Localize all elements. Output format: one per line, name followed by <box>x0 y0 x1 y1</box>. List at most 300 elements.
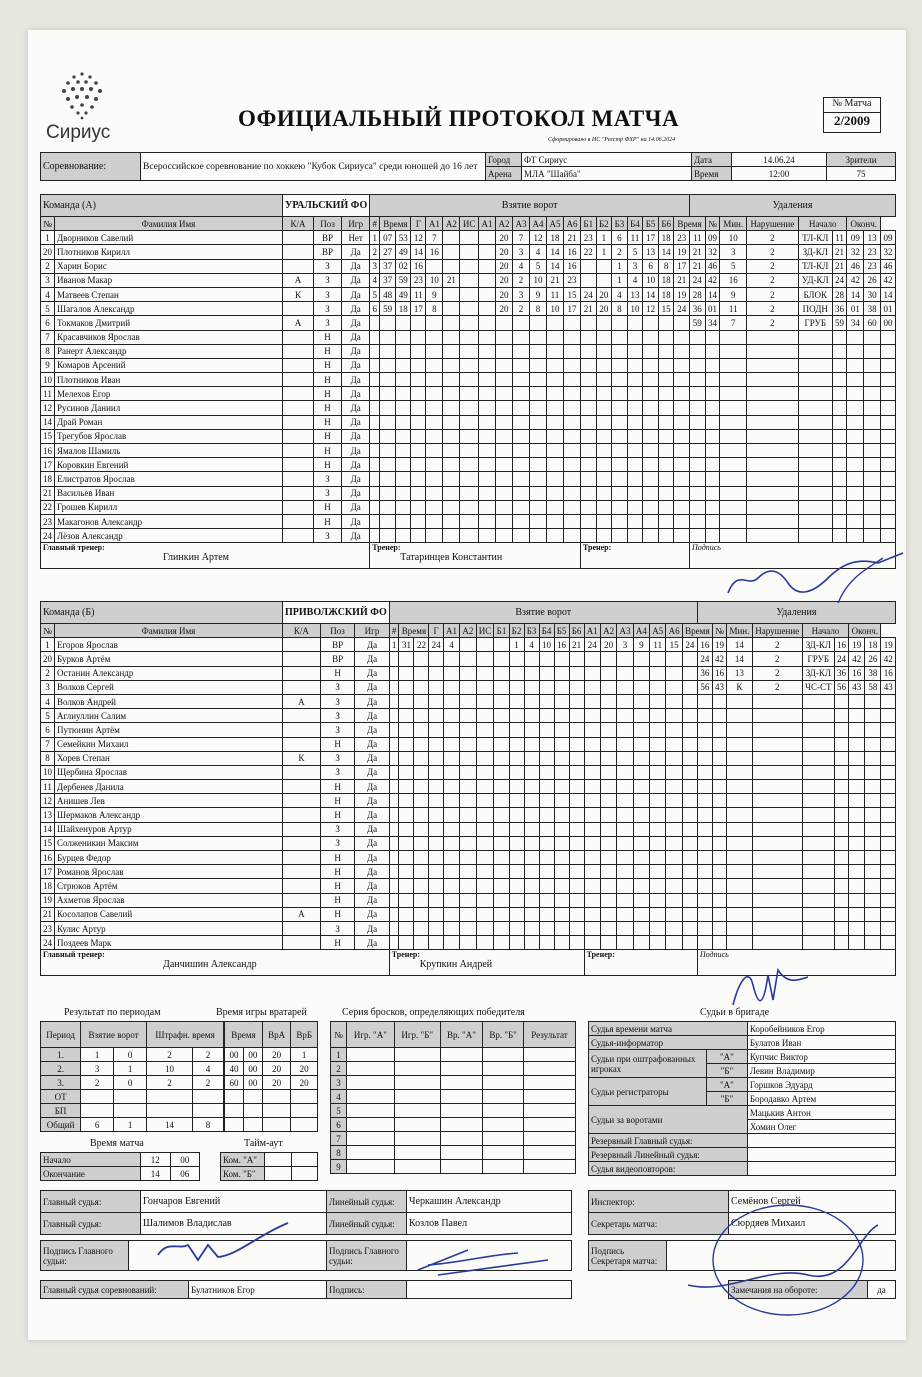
player-played: Да <box>342 401 370 415</box>
goal-cell: 10 <box>643 273 659 287</box>
penalty-cell <box>798 514 832 528</box>
match-start-hh: 12 <box>141 1153 171 1167</box>
goal-cell: 18 <box>658 287 674 301</box>
player-played: Да <box>355 879 389 893</box>
goal-cell: 13 <box>643 245 659 259</box>
goal-cell: 16 <box>411 259 426 273</box>
goal-cell <box>546 387 563 401</box>
penalty-cell <box>802 808 834 822</box>
player-pos: Н <box>313 514 341 528</box>
penalty-cell <box>881 751 896 765</box>
goal-cell <box>627 373 643 387</box>
shootout-cell <box>523 1076 575 1090</box>
penalty-cell: 34 <box>705 316 720 330</box>
goal-cell <box>666 936 682 950</box>
player-name: Лёзов Александр <box>55 529 283 543</box>
col-goal-13: A5 <box>650 624 666 638</box>
goal-cell <box>617 751 633 765</box>
match-start-mm: 00 <box>170 1153 200 1167</box>
penalty-cell <box>802 694 834 708</box>
player-played: Да <box>342 529 370 543</box>
player-ka <box>283 936 321 950</box>
goal-cell <box>443 794 459 808</box>
goal-cell <box>395 458 411 472</box>
shootout-cell <box>440 1104 482 1118</box>
penalty-cell <box>849 879 865 893</box>
penalty-cell <box>705 472 720 486</box>
shootout-cell <box>394 1062 440 1076</box>
goal-cell <box>460 907 476 921</box>
penalty-cell <box>834 893 848 907</box>
penalty-cell <box>849 893 865 907</box>
penalty-cell <box>847 344 864 358</box>
period-value: 2 <box>192 1048 223 1062</box>
coach2-label: Тренер: <box>582 543 612 553</box>
player-ka <box>283 358 314 372</box>
goal-cell <box>539 709 554 723</box>
goalie-value: 40 <box>225 1062 244 1076</box>
penalty-cell: 24 <box>832 273 847 287</box>
goal-cell <box>494 907 509 921</box>
player-played: Да <box>355 808 389 822</box>
shootout-cell <box>483 1118 524 1132</box>
goal-cell <box>596 344 612 358</box>
penalty-cell <box>849 836 865 850</box>
goal-cell <box>389 822 399 836</box>
goal-cell <box>612 415 628 429</box>
goal-cell <box>411 415 426 429</box>
goal-cell <box>617 836 633 850</box>
goal-cell <box>617 936 633 950</box>
goal-cell <box>426 373 443 387</box>
goal-cell <box>429 921 443 935</box>
goal-cell <box>509 851 524 865</box>
player-pos: ВР <box>320 638 354 652</box>
goal-cell <box>478 401 495 415</box>
penalty-cell <box>832 429 847 443</box>
goal-cell <box>539 936 554 950</box>
penalty-cell <box>834 822 848 836</box>
goal-cell <box>643 344 659 358</box>
penalty-cell <box>864 401 881 415</box>
shootout-no: 3 <box>331 1076 347 1090</box>
player-played: Да <box>355 680 389 694</box>
goal-cell <box>414 780 429 794</box>
penalty-cell <box>690 358 706 372</box>
penalty-cell <box>802 836 834 850</box>
goal-cell <box>478 514 495 528</box>
goal-cell <box>443 893 459 907</box>
player-row <box>41 907 896 921</box>
goal-cell <box>494 723 509 737</box>
goal-cell <box>612 514 628 528</box>
shootout-cell <box>394 1090 440 1104</box>
penalty-cell <box>752 936 802 950</box>
penalty-cell: 09 <box>705 231 720 245</box>
player-pos: З <box>320 723 354 737</box>
goal-cell <box>563 472 580 486</box>
goal-cell <box>633 680 649 694</box>
goal-cell <box>494 822 509 836</box>
goal-cell <box>600 808 616 822</box>
penalty-cell: 32 <box>880 245 895 259</box>
goal-cell <box>633 765 649 779</box>
col-pen-no: № <box>712 624 726 638</box>
goal-cell <box>674 316 690 330</box>
ref-signature-table <box>40 1240 572 1271</box>
goal-cell <box>563 373 580 387</box>
penalty-cell <box>690 486 706 500</box>
player-row <box>41 302 896 316</box>
player-name: Трегубов Ярослав <box>55 429 283 443</box>
reserve-line-label: Резервный Линейный судья: <box>589 1148 748 1162</box>
goal-cell: 20 <box>495 302 512 316</box>
shootout-cell <box>394 1118 440 1132</box>
goal-cell <box>584 921 600 935</box>
player-no: 14 <box>41 415 55 429</box>
player-row <box>41 500 896 514</box>
goal-cell <box>666 751 682 765</box>
goalie-row <box>225 1048 318 1062</box>
penalty-cell: 16 <box>720 273 746 287</box>
penalty-cell <box>727 723 752 737</box>
goal-cell: 15 <box>563 287 580 301</box>
goal-cell <box>524 865 539 879</box>
penalty-cell <box>690 472 706 486</box>
goal-cell: 18 <box>658 231 674 245</box>
goal-cell <box>563 401 580 415</box>
goal-cell <box>414 851 429 865</box>
goal-cell <box>554 652 569 666</box>
col-pen-min: Мин. <box>727 624 752 638</box>
goal-cell: 1 <box>596 231 612 245</box>
col-pen-end: Оконч. <box>847 217 880 231</box>
goal-cell <box>509 893 524 907</box>
goal-cell <box>389 751 399 765</box>
shootout-cell <box>523 1104 575 1118</box>
goal-cell <box>600 723 616 737</box>
goal-cell <box>600 737 616 751</box>
player-name: Грошев Кирилл <box>55 500 283 514</box>
penalty-cell <box>864 529 881 543</box>
goal-cell <box>478 287 495 301</box>
penalty-cell <box>752 907 802 921</box>
penalty-cell <box>881 893 896 907</box>
goal-cell <box>524 907 539 921</box>
goal-cell <box>580 401 596 415</box>
goal-cell <box>389 666 399 680</box>
penalty-judge-a: Купчис Виктор <box>747 1050 895 1064</box>
goal-cell <box>478 500 495 514</box>
officials-table <box>40 1190 572 1235</box>
penalty-cell <box>752 822 802 836</box>
competition-value: Всероссийское соревнование по хоккею "Кубок Сириуса" среди юношей до 16 лет <box>141 153 486 181</box>
penalty-cell: ПОДН <box>798 302 832 316</box>
goal-cell <box>627 401 643 415</box>
goal-cell: 2 <box>512 302 529 316</box>
goal-cell <box>494 780 509 794</box>
goal-cell <box>494 638 509 652</box>
penalty-cell <box>865 836 881 850</box>
player-ka <box>283 529 314 543</box>
player-ka <box>283 302 314 316</box>
goal-cell <box>600 851 616 865</box>
penalty-cell <box>865 737 881 751</box>
player-row <box>41 231 896 245</box>
goal-cell <box>380 330 396 344</box>
goal-cell <box>370 344 380 358</box>
goal-cell <box>539 723 554 737</box>
goal-cell <box>580 259 596 273</box>
goal-cell <box>460 401 479 415</box>
player-pos: З <box>313 316 341 330</box>
scorer-label: Судьи регистраторы <box>589 1078 707 1106</box>
penalty-cell: 24 <box>690 273 706 287</box>
goal-cell <box>495 373 512 387</box>
goal-cell <box>539 865 554 879</box>
col-goal-13: Б5 <box>643 217 659 231</box>
goal-cell <box>682 666 697 680</box>
penalty-cell <box>727 879 752 893</box>
goal-cell <box>658 344 674 358</box>
penalty-cell <box>865 879 881 893</box>
penalty-cell <box>746 344 798 358</box>
player-ka <box>283 472 314 486</box>
player-played: Да <box>355 822 389 836</box>
goal-cell <box>476 723 494 737</box>
signature-cell <box>690 543 896 569</box>
col-pos: Поз <box>320 624 354 638</box>
penalty-cell: ГРУБ <box>798 316 832 330</box>
goal-cell <box>426 500 443 514</box>
period-row <box>41 1118 224 1132</box>
goal-judge-1: Мацькив Антон <box>747 1106 895 1120</box>
goal-cell <box>509 680 524 694</box>
player-ka: А <box>283 273 314 287</box>
goal-cell <box>429 680 443 694</box>
player-no: 8 <box>41 751 55 765</box>
goal-cell <box>666 907 682 921</box>
penalty-cell: 42 <box>712 652 726 666</box>
date-value: 14.06.24 <box>732 153 827 167</box>
goal-cell: 11 <box>627 231 643 245</box>
player-row <box>41 316 896 330</box>
goal-cell <box>539 652 554 666</box>
player-ka <box>283 444 314 458</box>
col-goal-no: # <box>370 217 380 231</box>
goal-cell <box>414 921 429 935</box>
goal-cell <box>529 486 546 500</box>
player-ka <box>283 387 314 401</box>
goal-cell <box>643 458 659 472</box>
goal-cell <box>414 666 429 680</box>
penalty-cell: 13 <box>864 231 881 245</box>
penalty-cell <box>798 358 832 372</box>
goal-cell <box>512 486 529 500</box>
penalty-cell <box>712 709 726 723</box>
goal-cell <box>389 694 399 708</box>
player-played: Да <box>342 302 370 316</box>
goal-cell <box>411 444 426 458</box>
goal-cell <box>539 822 554 836</box>
player-pos: З <box>320 709 354 723</box>
penalty-cell <box>880 344 895 358</box>
penalty-cell <box>832 415 847 429</box>
goal-cell <box>494 737 509 751</box>
goal-cell <box>494 666 509 680</box>
goal-cell <box>414 893 429 907</box>
goal-cell <box>494 808 509 822</box>
goal-cell <box>389 907 399 921</box>
player-row <box>41 694 896 708</box>
penalty-cell: 14 <box>705 287 720 301</box>
penalty-cell <box>834 907 848 921</box>
penalty-cell <box>802 851 834 865</box>
crew-table <box>588 1021 896 1176</box>
timeout-a-label: Ком. "А" <box>221 1153 265 1167</box>
period-value <box>192 1090 223 1104</box>
goal-cell <box>495 444 512 458</box>
goal-cell <box>643 529 659 543</box>
player-ka: А <box>283 907 321 921</box>
goal-cell <box>380 401 396 415</box>
goal-cell <box>569 794 584 808</box>
competition-label: Соревнование: <box>41 153 141 181</box>
player-row <box>41 529 896 543</box>
period-value <box>147 1090 193 1104</box>
goal-cell <box>563 387 580 401</box>
player-name: Харин Борис <box>55 259 283 273</box>
goal-cell <box>546 344 563 358</box>
player-ka: А <box>283 316 314 330</box>
goal-cell <box>546 514 563 528</box>
goal-cell <box>509 822 524 836</box>
goal-cell <box>426 486 443 500</box>
penalties-header: Удаления <box>697 602 895 624</box>
goal-cell: 02 <box>395 259 411 273</box>
player-pos: З <box>313 302 341 316</box>
goal-cell <box>643 401 659 415</box>
goal-cell <box>460 794 476 808</box>
goal-cell <box>612 472 628 486</box>
goal-cell <box>633 851 649 865</box>
penalty-cell <box>849 808 865 822</box>
shootout-row <box>331 1118 576 1132</box>
shootout-cell <box>347 1048 395 1062</box>
goal-cell <box>509 666 524 680</box>
col-pos: Поз <box>313 217 341 231</box>
penalty-cell <box>880 514 895 528</box>
goal-cell: 5 <box>529 259 546 273</box>
penalty-cell <box>847 444 864 458</box>
period-value: 6 <box>81 1118 114 1132</box>
goal-cell <box>460 529 479 543</box>
goal-cell: 9 <box>529 287 546 301</box>
penalty-cell <box>864 458 881 472</box>
goal-cell <box>596 500 612 514</box>
goal-cell: 24 <box>674 302 690 316</box>
goal-cell <box>399 751 414 765</box>
goal-cell <box>580 444 596 458</box>
goal-cell: 4 <box>529 245 546 259</box>
goal-cell: 15 <box>666 638 682 652</box>
goal-cell <box>584 780 600 794</box>
goal-cell <box>666 808 682 822</box>
penalty-cell <box>712 879 726 893</box>
penalty-cell <box>864 373 881 387</box>
goal-cell <box>569 879 584 893</box>
goal-cell <box>494 652 509 666</box>
penalty-cell <box>865 936 881 950</box>
goal-cell <box>460 737 476 751</box>
goal-cell <box>666 737 682 751</box>
player-row <box>41 444 896 458</box>
penalty-cell: К <box>727 680 752 694</box>
player-name: Ахметов Ярослав <box>55 893 283 907</box>
goal-cell <box>658 529 674 543</box>
goal-cell <box>666 709 682 723</box>
goal-cell <box>569 666 584 680</box>
goal-cell <box>524 652 539 666</box>
penalty-cell <box>849 865 865 879</box>
penalty-cell <box>798 529 832 543</box>
goal-cell <box>682 737 697 751</box>
goal-cell <box>509 879 524 893</box>
penalty-cell <box>865 765 881 779</box>
goal-cell: 10 <box>627 302 643 316</box>
goal-cell: 8 <box>658 259 674 273</box>
goal-cell <box>460 921 476 935</box>
penalty-cell <box>865 851 881 865</box>
penalty-cell <box>849 851 865 865</box>
player-ka <box>283 836 321 850</box>
goal-cell: 14 <box>643 287 659 301</box>
goal-cell <box>429 780 443 794</box>
penalty-cell <box>832 373 847 387</box>
goal-cell <box>478 387 495 401</box>
penalty-cell: 16 <box>712 666 726 680</box>
player-row <box>41 680 896 694</box>
shootout-cell <box>483 1160 524 1174</box>
goal-cell <box>411 344 426 358</box>
goal-cell <box>395 344 411 358</box>
penalty-cell <box>752 723 802 737</box>
goal-cell <box>633 822 649 836</box>
goal-cell: 3 <box>627 259 643 273</box>
goal-cell <box>512 330 529 344</box>
goal-cell <box>395 401 411 415</box>
penalty-cell <box>798 429 832 443</box>
goal-cell <box>666 865 682 879</box>
player-played: Да <box>342 245 370 259</box>
player-name: Елистратов Ярослав <box>55 472 283 486</box>
goal-cell <box>414 836 429 850</box>
goal-cell <box>476 780 494 794</box>
match-end-label: Окончание <box>41 1167 141 1181</box>
goal-judges-label: Судьи за воротами <box>589 1106 748 1134</box>
goal-cell <box>495 472 512 486</box>
goal-cell <box>426 458 443 472</box>
goal-cell <box>650 709 666 723</box>
penalty-cell <box>881 936 896 950</box>
goal-cell <box>380 500 396 514</box>
goal-cell <box>643 429 659 443</box>
goal-cell <box>554 666 569 680</box>
penalty-cell: 09 <box>880 231 895 245</box>
timekeeper-value: Коробейников Егор <box>747 1022 895 1036</box>
goal-cell <box>429 723 443 737</box>
col-pen-no: № <box>705 217 720 231</box>
